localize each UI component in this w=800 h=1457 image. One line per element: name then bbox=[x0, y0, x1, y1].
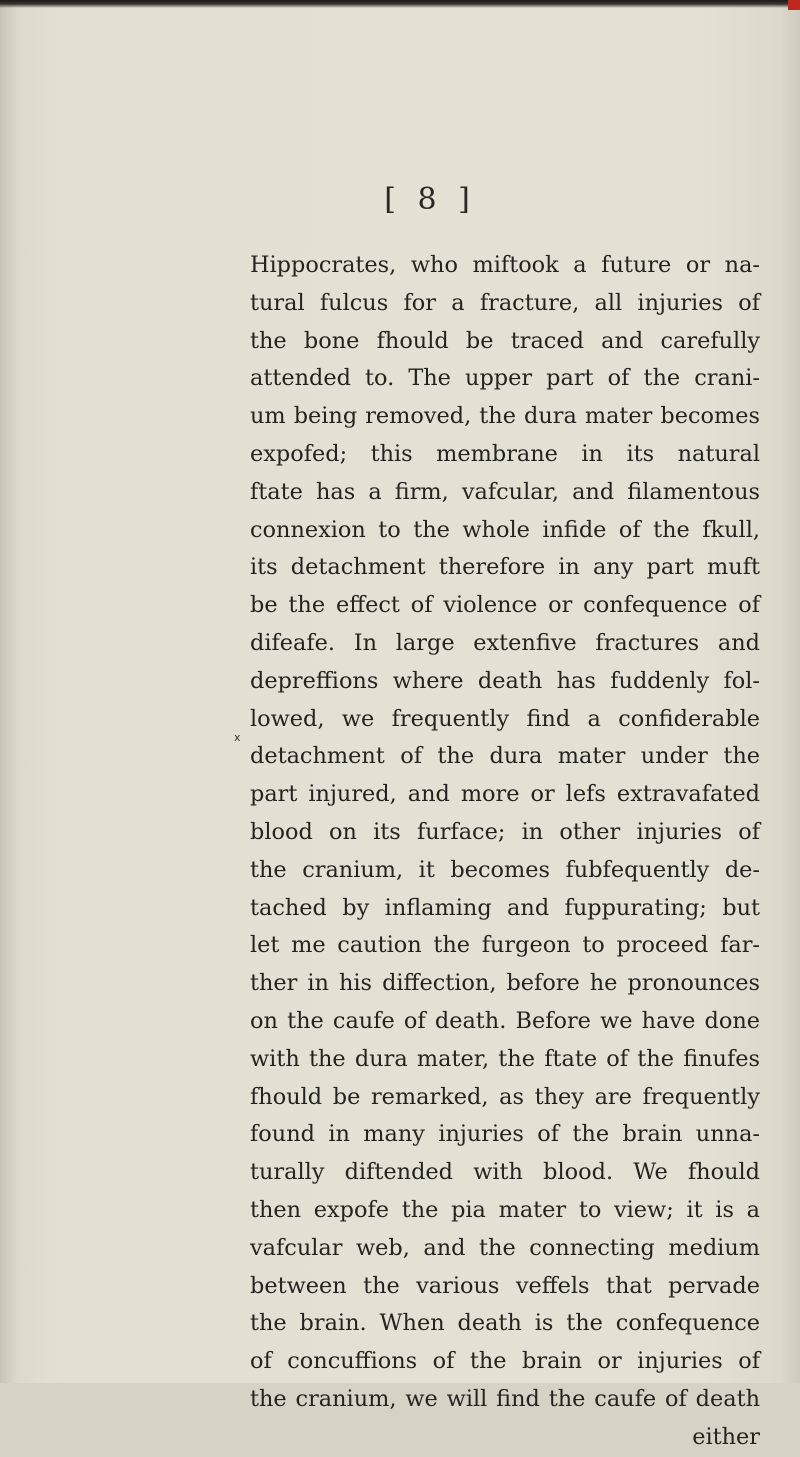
text-line: detachment of the dura mater under the bbox=[250, 743, 760, 770]
text-line: the cranium, we will find the caufe of death bbox=[250, 1385, 760, 1412]
text-line: on the caufe of death. Before we have done bbox=[250, 1007, 760, 1034]
body-text bbox=[250, 247, 760, 1457]
margin-mark: x bbox=[234, 731, 241, 744]
text-line: ther in his diffection, before he pronounces bbox=[250, 970, 760, 997]
text-line: the bone fhould be traced and carefully bbox=[250, 327, 760, 354]
text-line: blood on its furface; in other injuries of bbox=[250, 818, 760, 845]
catchword: either bbox=[692, 1423, 760, 1450]
text-line: of concuffions of the brain or injuries of bbox=[250, 1348, 760, 1375]
text-line: depreffions where death has fuddenly fol- bbox=[250, 667, 760, 694]
text-line: tached by inflaming and fuppurating; but bbox=[250, 894, 760, 921]
text-line: vafcular web, and the connecting medium bbox=[250, 1234, 760, 1261]
text-line: attended to. The upper part of the crani- bbox=[250, 365, 760, 392]
text-line: its detachment therefore in any part muft bbox=[250, 554, 760, 581]
text-line: tural fulcus for a fracture, all injuries of bbox=[250, 289, 760, 316]
text-line: expofed; this membrane in its natural bbox=[250, 440, 760, 467]
text-line: Hippocrates, who miftook a future or na- bbox=[250, 252, 760, 278]
text-line: be the effect of violence or confequence of bbox=[250, 592, 760, 619]
text-line: ftate has a firm, vafcular, and filamentous bbox=[250, 478, 760, 505]
text-line: difeafe. In large extenfive fractures and bbox=[250, 629, 760, 656]
text-line: fhould be remarked, as they are frequently bbox=[250, 1083, 760, 1110]
text-line: the cranium, it becomes fubfequently de- bbox=[250, 856, 760, 883]
text-line: then expofe the pia mater to view; it is a bbox=[250, 1196, 760, 1223]
text-line: part injured, and more or lefs extravafated bbox=[250, 781, 760, 808]
text-line: let me caution the furgeon to proceed far- bbox=[250, 932, 760, 959]
text-line: lowed, we frequently find a confiderable bbox=[250, 705, 760, 732]
text-line: the brain. When death is the confequence bbox=[250, 1310, 760, 1337]
text-line: found in many injuries of the brain unna- bbox=[250, 1121, 760, 1148]
text-line: connexion to the whole infide of the fkull, bbox=[250, 516, 760, 543]
text-line: turally diftended with blood. We fhould bbox=[250, 1159, 760, 1186]
text-line: with the dura mater, the ftate of the finufes bbox=[250, 1045, 760, 1072]
page-top-edge bbox=[0, 0, 800, 8]
red-corner-mark bbox=[788, 0, 800, 10]
text-line: between the various veffels that pervade bbox=[250, 1272, 760, 1299]
text-line: um being removed, the dura mater becomes bbox=[250, 403, 760, 430]
page-number: [ 8 ] bbox=[384, 182, 476, 217]
